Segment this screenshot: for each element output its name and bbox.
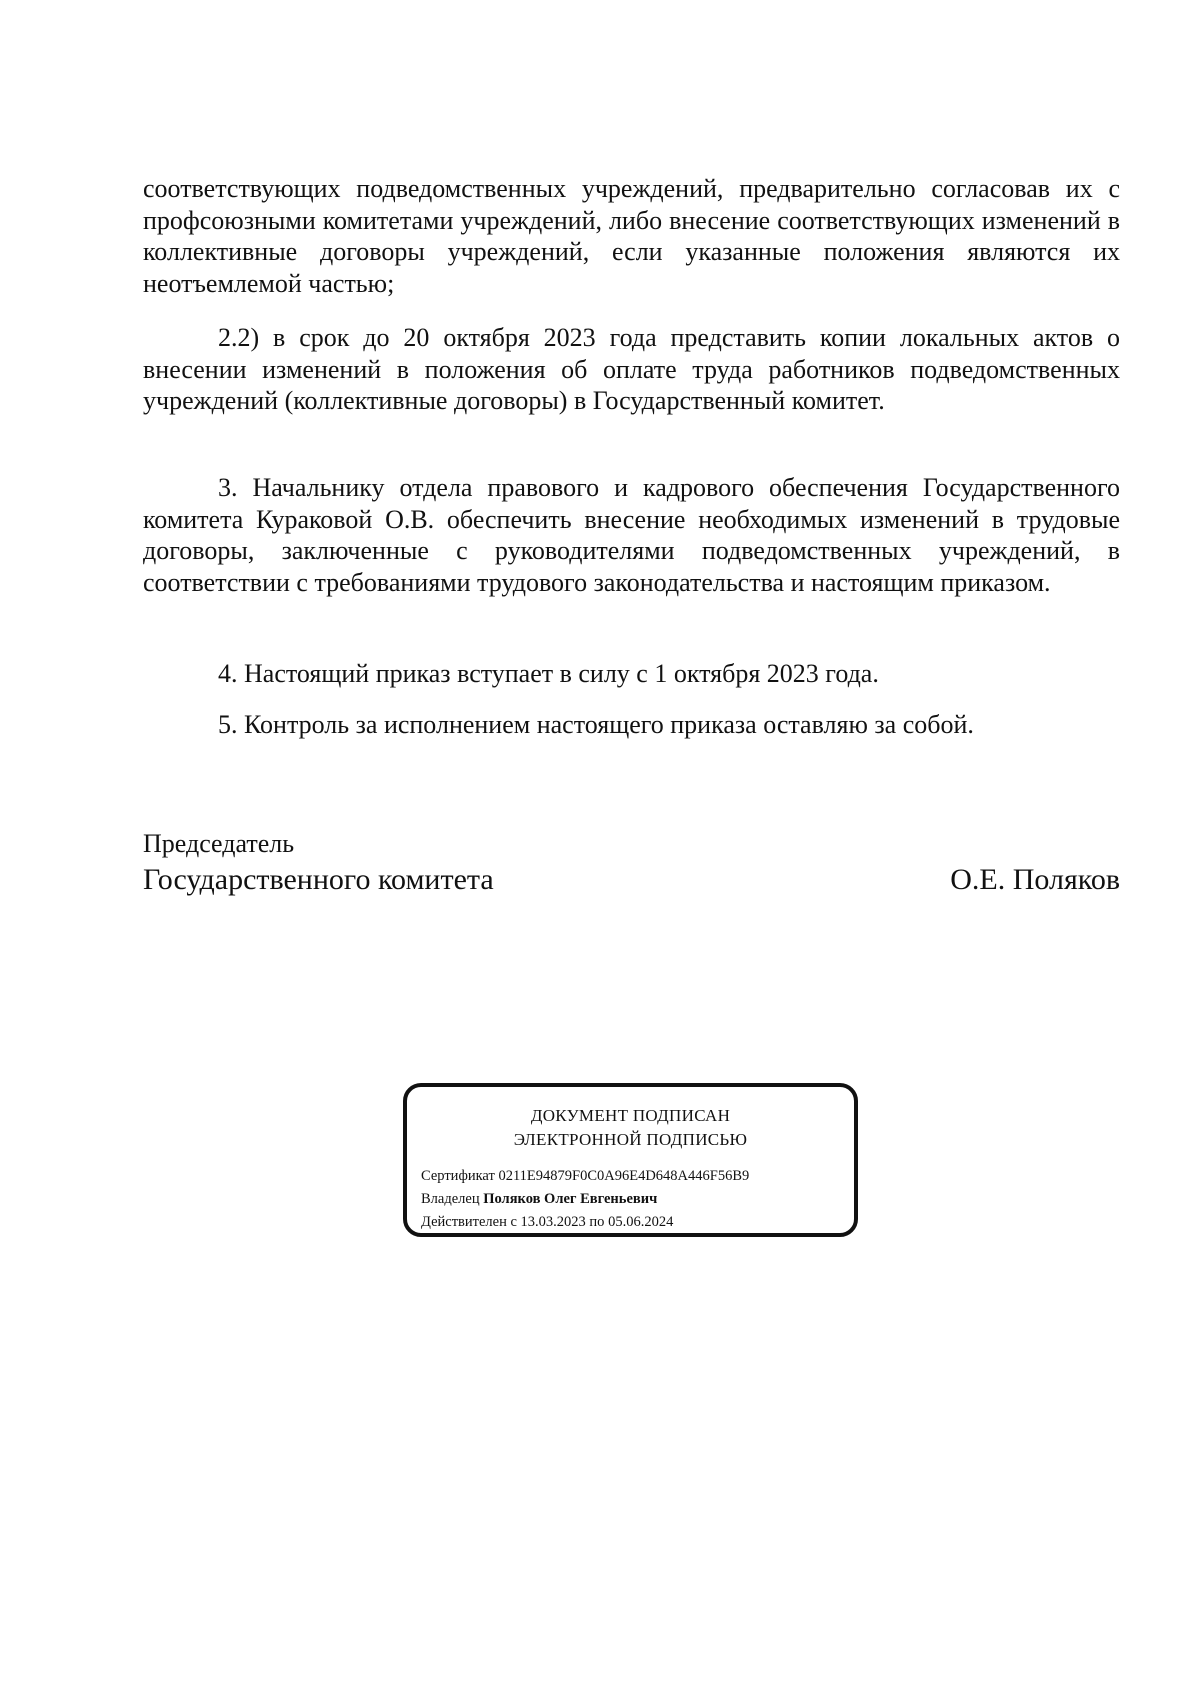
paragraph-item-5: 5. Контроль за исполнением настоящего приказа оставляю за собой. [218,710,974,739]
valid-label: Действителен с [421,1214,517,1230]
signatory-role-line-1: Председатель [143,829,295,858]
valid-to: 05.06.2024 [608,1214,674,1230]
paragraph-continuation: соответствующих подведомственных учреждений, предварительно согласовав их с профсоюзными комитетами учреждений, либо внесение соответствующих изменений в коллективные договоры учреждений, если указанные положения являются их неотъемлемой частью; [143,174,1120,298]
signatory-name: О.Е. Поляков [950,863,1120,896]
stamp-certificate-line [421,1168,749,1185]
stamp-title-line-2: ЭЛЕКТРОННОЙ ПОДПИСЬЮ [513,1130,748,1149]
certificate-label: Сертификат [421,1168,495,1184]
stamp-owner-line [421,1191,657,1208]
paragraph-item-4: 4. Настоящий приказ вступает в силу с 1 октября 2023 года. [218,659,879,688]
certificate-value: 0211E94879F0C0A96E4D648A446F56B9 [498,1168,750,1184]
stamp-validity-line [421,1214,673,1231]
owner-label: Владелец [421,1191,480,1207]
owner-value: Поляков Олег Евгеньевич [483,1191,658,1207]
stamp-title-line-1: ДОКУМЕНТ ПОДПИСАН [530,1106,731,1125]
electronic-signature-stamp [403,1083,858,1237]
paragraph-item-3: 3. Начальнику отдела правового и кадрового обеспечения Государственного комитета Кураковой О.В. обеспечить внесение необходимых изменений в трудовые договоры, заключенные с руководителями подведомственных учреждений, в соответствии с требованиями трудового законодательства и настоящим приказом. [143,473,1120,597]
signatory-role-line-2: Государственного комитета [143,863,494,896]
paragraph-item-2-2: 2.2) в срок до 20 октября 2023 года представить копии локальных актов о внесении изменений в положения об оплате труда работников подведомственных учреждений (коллективные договоры) в Государственный комитет. [143,323,1120,415]
valid-from: 13.03.2023 [520,1214,586,1230]
valid-to-label: по [589,1214,605,1230]
